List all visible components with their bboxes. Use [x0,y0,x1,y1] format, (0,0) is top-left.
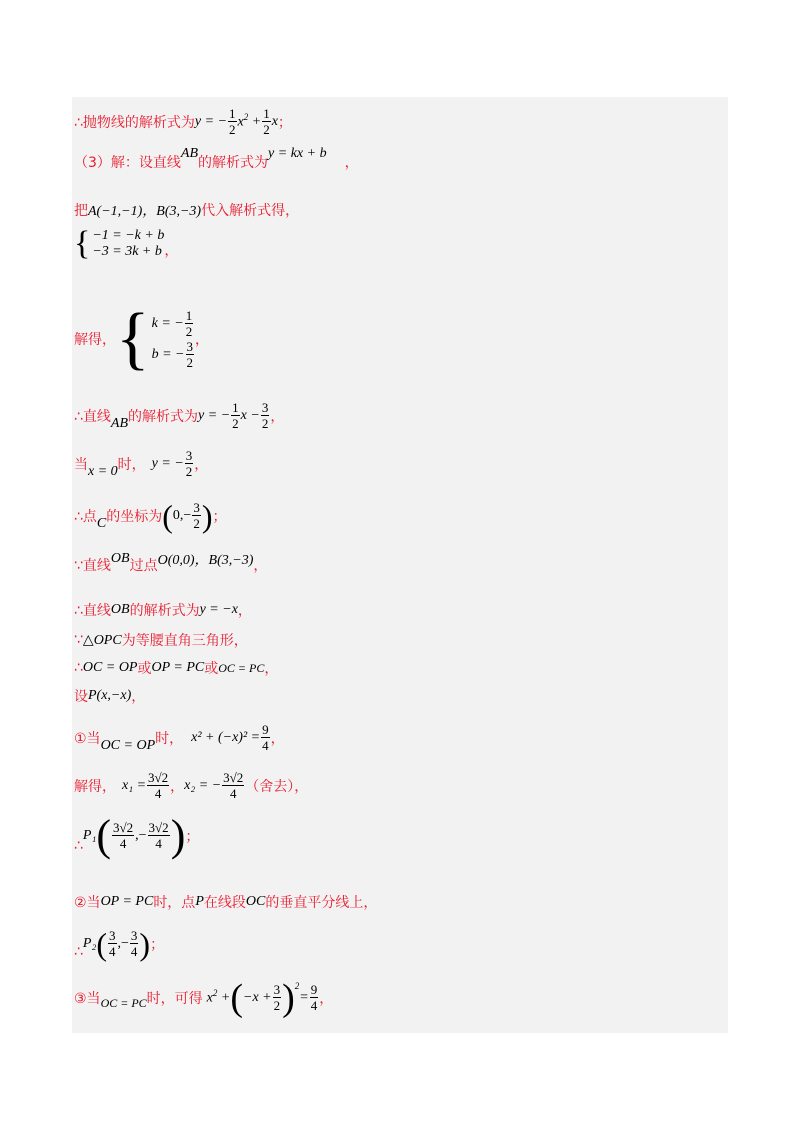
line-ob-passes: ∵直线 OB 过点 O(0,0)，B(3,−3) ， [74,551,268,574]
line-case-2: ②当 OP = PC 时，点 P 在线段 OC 的垂直平分线上， [74,894,378,911]
line-case-3: ③当 OC = PC 时，可得 $x^2$ + ( −x + $\frac{3}{2}$ ) 2 = $\frac{9}{4}$ ， [74,976,334,1019]
line-cases: ∴ OC = OP 或 OP = PC 或 OC = PC ， [74,660,279,677]
line-p1: ∴ P₁ ( $\frac{3√2}{4}$ ,− $\frac{3√2}{4}$ ) ； [74,810,200,860]
equation-system: { −1 = −k + b −3 = 3k + b ， [74,225,179,262]
line-set-ab: （3）解：设直线 AB 的解析式为 y = kx + b ， [74,146,359,171]
equation: y = − [194,113,228,129]
line-when-x0: 当 x = 0 时， y = − $\frac{3}{2}$ ， [74,448,209,479]
solution-system: 解得， { k = − $\frac{1}{2}$ b = − $\frac{3}{2}$ ， [74,300,210,377]
line-case-1: ①当 OC = OP 时， x² + (−x)² = $\frac{9}{4}$ ， [74,722,285,753]
line-substitute: 把 A(−1,−1)，B(3,−3) 代入解析式得， [74,203,300,219]
fraction: $\frac{1}{2}$ [229,106,236,137]
line-ob-result: ∴直线 OB 的解析式为 y = −x ， [74,602,252,619]
line-isosceles: ∵ △OPC 为等腰直角三角形， [74,632,248,649]
line-point-c: ∴点 C 的坐标为 ( 0,− $\frac{3}{2}$ ) ； [74,497,227,534]
line-p2: ∴ P₂ ( $\frac{3}{4}$ ,− $\frac{3}{4}$ ) ； [74,925,165,962]
text: ∴抛物线的解析式为 [74,114,195,131]
line-ab-result: ∴直线 AB 的解析式为 y = − $\frac{1}{2}$ x − $\frac{3}{2}$ ， [74,400,285,431]
fraction: $\frac{1}{2}$ [263,106,270,137]
line-set-p: 设 P(x,−x) ， [74,688,146,705]
line-parabola-result: ∴抛物线的解析式为 y = − $\frac{1}{2}$ $x^2$ + $\frac{1}{2}$ x ； [74,106,292,137]
line-solve-x: 解得， x₁ = $\frac{3√2}{4}$ ， x₂ = − $\frac{3√2}{4}$ （舍去）， [74,770,309,801]
